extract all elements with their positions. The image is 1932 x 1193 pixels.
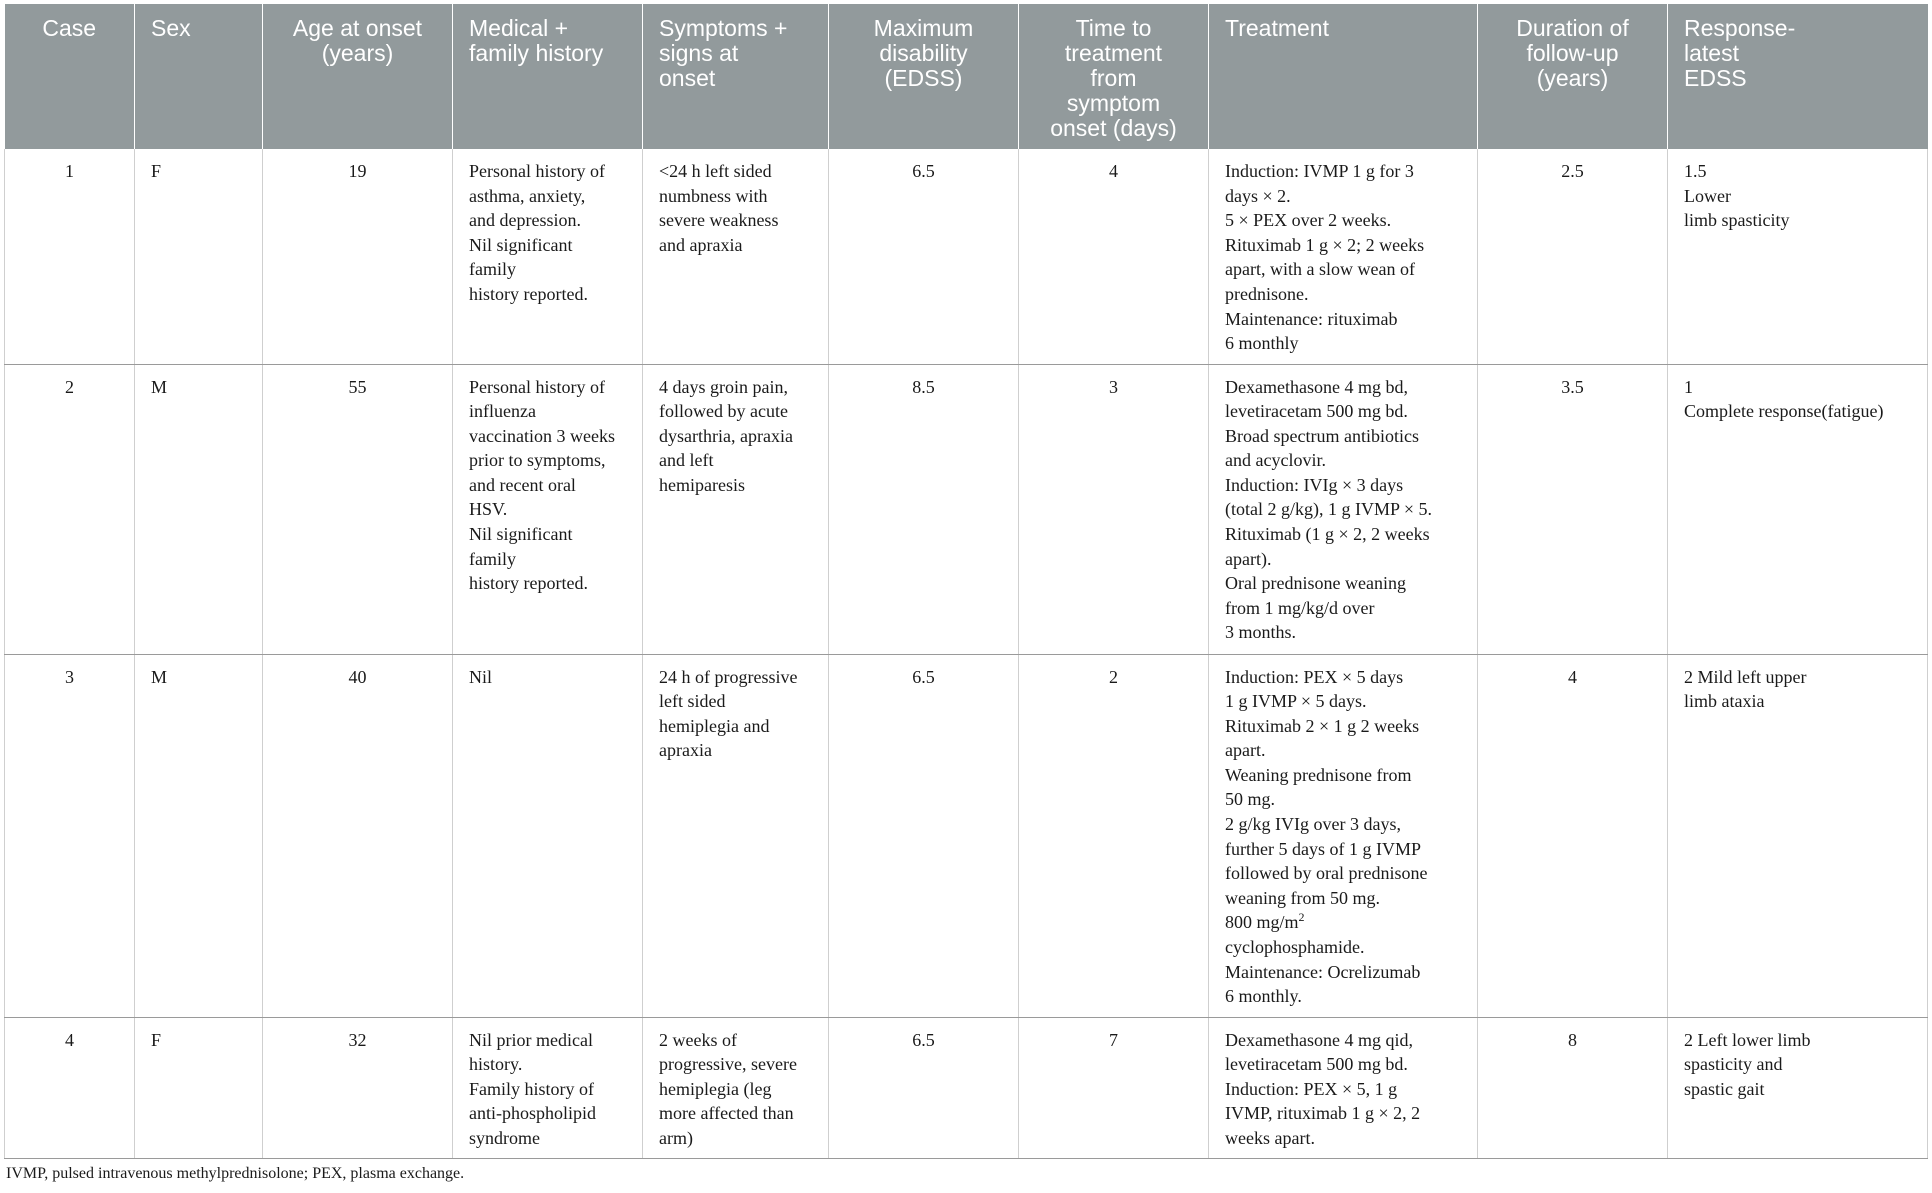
header-history: Medical + family history [453, 4, 643, 149]
header-case: Case [5, 4, 135, 149]
cell-max-edss: 6.5 [829, 654, 1019, 1017]
cell-follow-up: 2.5 [1478, 149, 1668, 364]
header-time-to-treatment: Time to treatment from symptom onset (days) [1019, 4, 1209, 149]
header-follow-up: Duration of follow-up (years) [1478, 4, 1668, 149]
header-row [5, 4, 1928, 149]
cell-response: 1 Complete response(fatigue) [1668, 364, 1928, 654]
header-age: Age at onset (years) [263, 4, 453, 149]
cell-symptoms: <24 h left sided numbness with severe weakness and apraxia [643, 149, 829, 364]
treatment-text-part-1: Induction: PEX × 5 days 1 g IVMP × 5 days. Rituximab 2 × 1 g 2 weeks apart. Weaning prednisone from 50 mg. 2 g/kg IVIg over 3 days, further 5 days of 1 g IVMP followed by oral prednisone weaning from 50 mg. 800 mg/m [1225, 666, 1428, 933]
case-table [4, 4, 1928, 1159]
cell-response: 1.5 Lower limb spasticity [1668, 149, 1928, 364]
cell-max-edss: 8.5 [829, 364, 1019, 654]
cell-sex: F [135, 1017, 263, 1158]
cell-treatment: Dexamethasone 4 mg bd, levetiracetam 500 mg bd. Broad spectrum antibiotics and acyclovir. Induction: IVIg × 3 days (total 2 g/kg), 1 g IVMP × 5. Rituximab (1 g × 2, 2 weeks apart). Oral prednisone weaning from 1 mg/kg/d over 3 months. [1209, 364, 1478, 654]
table-row [5, 1017, 1928, 1158]
cell-symptoms: 24 h of progressive left sided hemiplegia and apraxia [643, 654, 829, 1017]
header-symptoms: Symptoms + signs at onset [643, 4, 829, 149]
cell-history: Nil [453, 654, 643, 1017]
cell-response: 2 Left lower limb spasticity and spastic gait [1668, 1017, 1928, 1158]
cell-symptoms: 2 weeks of progressive, severe hemiplegia (leg more affected than arm) [643, 1017, 829, 1158]
header-sex: Sex [135, 4, 263, 149]
cell-sex: M [135, 654, 263, 1017]
treatment-text-part-2: cyclophosphamide. Maintenance: Ocrelizumab 6 monthly. [1225, 937, 1421, 1007]
cell-follow-up: 4 [1478, 654, 1668, 1017]
header-treatment: Treatment [1209, 4, 1478, 149]
cell-age: 40 [263, 654, 453, 1017]
cell-history: Personal history of influenza vaccination 3 weeks prior to symptoms, and recent oral HSV. Nil significant family history reported. [453, 364, 643, 654]
cell-time-to-treatment: 3 [1019, 364, 1209, 654]
cell-history: Nil prior medical history. Family history of anti-phospholipid syndrome [453, 1017, 643, 1158]
cell-sex: M [135, 364, 263, 654]
superscript-2: 2 [1298, 910, 1305, 925]
cell-max-edss: 6.5 [829, 149, 1019, 364]
cell-max-edss: 6.5 [829, 1017, 1019, 1158]
cell-age: 32 [263, 1017, 453, 1158]
cell-time-to-treatment: 2 [1019, 654, 1209, 1017]
cell-case: 3 [5, 654, 135, 1017]
cell-treatment: Dexamethasone 4 mg qid, levetiracetam 500 mg bd. Induction: PEX × 5, 1 g IVMP, rituximab 1 g × 2, 2 weeks apart. [1209, 1017, 1478, 1158]
cell-response: 2 Mild left upper limb ataxia [1668, 654, 1928, 1017]
table-footnote: IVMP, pulsed intravenous methylprednisolone; PEX, plasma exchange. [6, 1165, 465, 1182]
cell-sex: F [135, 149, 263, 364]
cell-follow-up: 3.5 [1478, 364, 1668, 654]
cell-case: 2 [5, 364, 135, 654]
table-row [5, 654, 1928, 1017]
cell-age: 19 [263, 149, 453, 364]
cell-case: 1 [5, 149, 135, 364]
cell-treatment: Induction: IVMP 1 g for 3 days × 2. 5 × PEX over 2 weeks. Rituximab 1 g × 2; 2 weeks apart, with a slow wean of prednisone. Maintenance: rituximab 6 monthly [1209, 149, 1478, 364]
table-row [5, 364, 1928, 654]
cell-time-to-treatment: 7 [1019, 1017, 1209, 1158]
cell-case: 4 [5, 1017, 135, 1158]
cell-follow-up: 8 [1478, 1017, 1668, 1158]
table-row [5, 149, 1928, 364]
cell-history: Personal history of asthma, anxiety, and depression. Nil significant family history reported. [453, 149, 643, 364]
case-table-container [4, 4, 1927, 1159]
cell-age: 55 [263, 364, 453, 654]
cell-symptoms: 4 days groin pain, followed by acute dysarthria, apraxia and left hemiparesis [643, 364, 829, 654]
header-response: Response- latest EDSS [1668, 4, 1928, 149]
cell-treatment [1209, 654, 1478, 1017]
header-max-disability: Maximum disability (EDSS) [829, 4, 1019, 149]
cell-time-to-treatment: 4 [1019, 149, 1209, 364]
